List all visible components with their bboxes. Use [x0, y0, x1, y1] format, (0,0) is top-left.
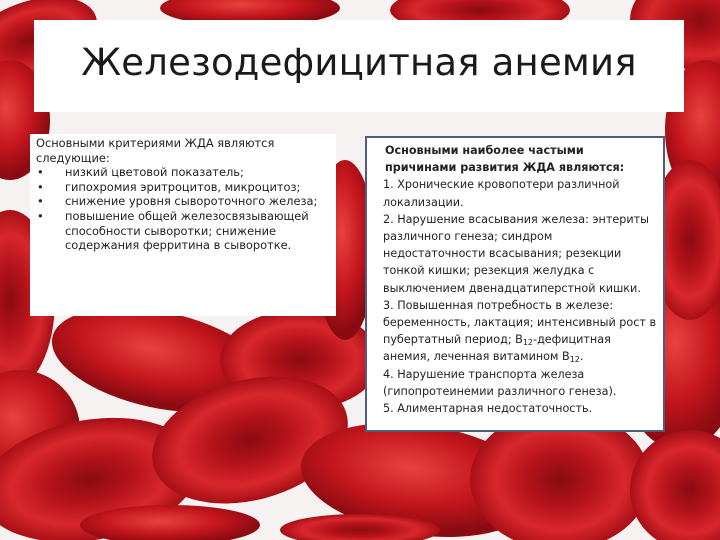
causes-panel: [365, 136, 665, 432]
title-panel: [34, 20, 684, 112]
cause-item-3-part3: .: [579, 350, 584, 364]
bullet: •: [37, 179, 44, 194]
cause-item-3-part2: -дефицитная анемия, леченная витамином В: [383, 333, 611, 364]
criteria-item: [36, 209, 332, 253]
criteria-item: [36, 165, 332, 180]
criteria-intro: Основными критериями ЖДА являются следующие:: [36, 136, 275, 165]
criteria-item-text: гипохромия эритроцитов, микроцитоз;: [65, 179, 301, 194]
criteria-item-text: низкий цветовой показатель;: [65, 165, 244, 180]
criteria-item: [36, 194, 332, 209]
criteria-item: [36, 180, 332, 195]
bullet: •: [37, 165, 44, 180]
cause-item-3-part1: 3. Повышенная потребность в железе: беременность, лактация; интенсивный рост в пубертатный период; В: [383, 298, 657, 347]
cause-item-2: 2. Нарушение всасывания железа: энтериты различного генеза; синдром недостаточности всасывания; резекции тонкой кишки; резекция желудка с выключением двенадцатиперстной кишки.: [383, 212, 649, 295]
criteria-panel: [30, 134, 336, 316]
bullet: •: [37, 194, 44, 209]
cause-item-1: 1. Хронические кровопотери различной локализации.: [383, 178, 620, 209]
slide-title: Железодефицитная анемия: [81, 40, 637, 84]
criteria-list: [36, 165, 332, 253]
cause-item-3: [373, 297, 657, 366]
cause-item-4: 4. Нарушение транспорта железа (гипопротеинемии различного генеза).: [383, 367, 617, 398]
subscript-12: 12: [569, 355, 580, 365]
cause-item-5: 5. Алиментарная недостаточность.: [383, 402, 593, 416]
criteria-item-text: снижение уровня сывороточного железа;: [65, 194, 318, 209]
causes-heading: Основными наиболее частыми причинами развития ЖДА являются:: [385, 144, 625, 175]
bullet: •: [37, 208, 44, 223]
subscript-12: 12: [522, 338, 534, 348]
criteria-item-text: повышение общей железосвязывающей способности сыворотки; снижение содержания ферритина в сыворотке.: [65, 208, 309, 253]
